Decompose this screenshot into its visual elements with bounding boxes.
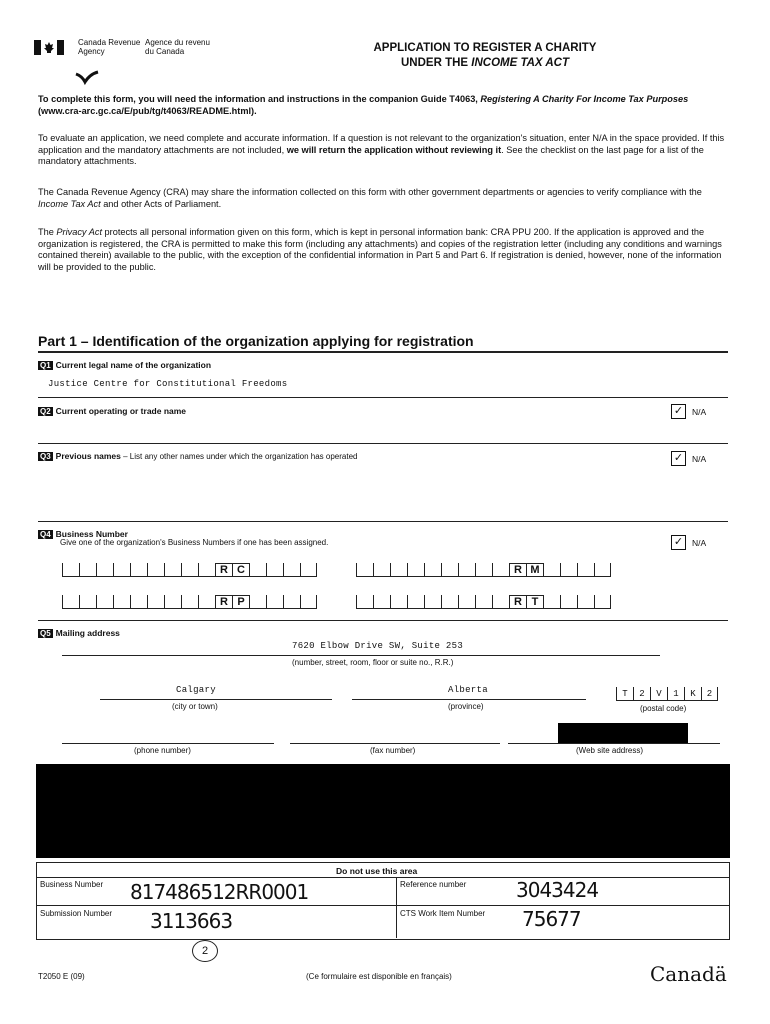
bn-cell [543,595,560,609]
web-redaction [558,723,688,744]
bn-cell [594,595,611,609]
title-line1: APPLICATION TO REGISTER A CHARITY [373,42,597,54]
bn-cell [458,563,475,577]
legal-name-field[interactable]: Justice Centre for Constitutional Freedoms [48,379,288,389]
bn-cell [113,563,130,577]
postal-code-field[interactable] [616,687,718,701]
q2-na-label: N/A [692,407,707,417]
bn-cell [300,595,317,609]
p2-b: . See the checklist on the last page for a list of the mandatory attachments. [38,144,704,166]
bn-cell [147,563,164,577]
bn-cell [560,595,577,609]
rm-letter-r: R [509,563,526,577]
province-line [352,699,586,700]
bn-cell [390,563,407,577]
title-line2 [330,56,640,71]
intro-paragraph-4 [38,227,728,273]
bn-cell [407,563,424,577]
q3-na-checkbox[interactable]: ✓ [671,451,686,466]
rc-letter-r: R [215,563,232,577]
bn-cell [577,563,594,577]
bn-cell [407,595,424,609]
q3-label: Previous names [55,451,121,461]
bn-cell [79,595,96,609]
p1-bold: To complete this form, you will need the information and instructions in the companion Guide T4063, [38,94,481,104]
french-note: (Ce formulaire est disponible en français) [306,972,452,981]
bn-cell [492,595,509,609]
bn-cell [181,595,198,609]
fax-line[interactable] [290,743,500,744]
part1-heading: Part 1 – Identification of the organization applying for registration [38,333,474,349]
q1-label-row [38,355,211,373]
cts-value: 75677 [522,907,581,931]
office-divider-vert [396,877,397,938]
canada-wordmark: Canadä [650,962,727,986]
postal-cell: 2 [701,687,718,701]
form-title [330,41,640,71]
p4-italic: Privacy Act [56,227,102,237]
web-caption: (Web site address) [576,746,643,755]
q2-na-checkbox[interactable]: ✓ [671,404,686,419]
city-caption: (city or town) [172,702,218,711]
q2-label: Current operating or trade name [55,406,187,416]
city-line [100,699,332,700]
bn-cell [96,563,113,577]
intro-paragraph-1 [38,94,728,117]
bn-cell [390,595,407,609]
rp-letter-p: P [232,595,249,609]
agency-name-fr [145,38,210,56]
p4-a: The [38,227,57,237]
q5-label-row [38,623,120,641]
postal-cell: K [684,687,701,701]
bn-cell [475,563,492,577]
reference-value: 3043424 [516,878,599,902]
postal-cell: 1 [667,687,684,701]
bn-cell [130,563,147,577]
bn-cell [181,563,198,577]
bn-cell [373,595,390,609]
bn-cell [113,595,130,609]
bn-cell [79,563,96,577]
intro-paragraph-2 [38,133,728,168]
rt-letter-t: T [526,595,543,609]
office-divider-top [36,877,730,878]
bn-cell [62,595,79,609]
bn-cell [249,563,266,577]
q2-badge: Q2 [40,407,51,416]
q5-label: Mailing address [55,628,120,638]
p1-italic: Registering A Charity For Income Tax Purposes [480,94,689,104]
web-line[interactable] [508,743,720,744]
circled-note: 2 [192,940,218,962]
bn-cell [283,563,300,577]
bn-cell [198,563,215,577]
rp-letter-r: R [215,595,232,609]
bn-cell [356,595,373,609]
q1-badge: Q1 [40,361,51,370]
phone-line[interactable] [62,743,274,744]
bn-office-value: 817486512RR0001 [130,880,309,904]
q4-na-label: N/A [692,538,707,548]
agency-en-line2: Agency [78,47,105,56]
bn-cell [130,595,147,609]
q1-divider [38,397,728,398]
bn-cell [62,563,79,577]
bn-cell [441,563,458,577]
province-caption: (province) [448,702,484,711]
bn-cell [266,595,283,609]
postal-cell: T [616,687,633,701]
bn-cell [543,563,560,577]
office-use-title: Do not use this area [336,866,418,876]
bn-rp-field[interactable] [62,595,317,609]
bn-cell [424,563,441,577]
title-italic: INCOME TAX ACT [471,57,570,69]
part1-rule [38,351,728,353]
q2-divider [38,443,728,444]
city-field[interactable]: Calgary [176,685,216,695]
canada-flag-icon [34,40,64,55]
p1-tail: (www.cra-arc.gc.ca/E/pub/tg/t4063/README.html). [38,105,257,116]
bn-cell [441,595,458,609]
street-field[interactable]: 7620 Elbow Drive SW, Suite 253 [292,641,464,651]
bn-cell [492,563,509,577]
submission-label: Submission Number [40,909,113,918]
agency-fr-line2: du Canada [145,47,185,56]
agency-fr-line1: Agence du revenu [145,38,210,47]
q3-label-row [38,446,357,464]
reference-label: Reference number [400,880,467,889]
bn-cell [577,595,594,609]
bn-cell [96,595,113,609]
postal-caption: (postal code) [640,704,687,713]
q4-sub: Give one of the organization's Business Numbers if one has been assigned. [60,538,329,547]
bn-cell [594,563,611,577]
q3-divider [38,521,728,522]
rt-letter-r: R [509,595,526,609]
cts-label: CTS Work Item Number [400,909,486,918]
bn-rm-field[interactable] [356,563,611,577]
rc-letter-c: C [232,563,249,577]
bn-rt-field[interactable] [356,595,611,609]
q4-label: Business Number [55,529,128,539]
agency-name-en [78,38,140,56]
street-caption: (number, street, room, floor or suite no., R.R.) [292,658,454,667]
bn-cell [356,563,373,577]
bn-cell [458,595,475,609]
bn-cell [424,595,441,609]
p3-b: and other Acts of Parliament. [100,198,222,209]
bn-cell [283,595,300,609]
q4-badge: Q4 [40,530,51,539]
postal-cell: V [650,687,667,701]
redaction-block [36,764,730,858]
q2-label-row [38,401,186,419]
bn-cell [300,563,317,577]
fax-caption: (fax number) [370,746,416,755]
office-divider-mid [36,905,730,906]
agency-en-line1: Canada Revenue [78,38,141,47]
q1-label: Current legal name of the organization [55,360,212,370]
p4-b: protects all personal information given on this form, which is kept in personal information bank: CRA PPU 200. If the application is approved and the organization is registered, the CRA is permitted to make this form (including any attachments) and copies of the registration letter (including any conditions and warnings contained therein) available to the public, with the exception of the confidential information in Part 5 and Part 6. If registration is denied, however, none of the information will be provided to the public. [38,227,722,272]
q3-badge: Q3 [40,452,51,461]
postal-cell: 2 [633,687,650,701]
p3-italic: Income Tax Act [38,198,101,209]
bn-rc-field[interactable] [62,563,317,577]
bn-cell [373,563,390,577]
q4-na-checkbox[interactable]: ✓ [671,535,686,550]
q3-label-rest: – List any other names under which the organization has operated [120,452,358,461]
rm-letter-m: M [526,563,543,577]
q5-badge: Q5 [40,629,51,638]
q3-na-label: N/A [692,454,707,464]
p3-a: The Canada Revenue Agency (CRA) may share the information collected on this form with other government departments or agencies to verify compliance with the [38,187,702,197]
phone-caption: (phone number) [134,746,191,755]
bn-cell [249,595,266,609]
bn-cell [164,563,181,577]
bn-cell [475,595,492,609]
province-field[interactable]: Alberta [448,685,488,695]
bn-cell [266,563,283,577]
submission-value: 3113663 [150,909,233,933]
checkmark-scribble-icon [74,70,100,91]
form-code: T2050 E (09) [38,972,85,981]
title-prefix: UNDER THE [400,57,472,69]
street-line [62,655,660,656]
bn-cell [198,595,215,609]
bn-cell [560,563,577,577]
q4-divider [38,620,728,621]
bn-office-label: Business Number [40,880,104,889]
p2-bold: we will return the application without reviewing it [286,144,502,155]
bn-cell [164,595,181,609]
bn-cell [147,595,164,609]
intro-paragraph-3 [38,187,728,210]
p2-a: To evaluate an application, we need complete and accurate information. If a question is not relevant to the organization's situation, enter N/A in the space provided. If this application and the mandatory attachments are not included, [38,133,725,155]
